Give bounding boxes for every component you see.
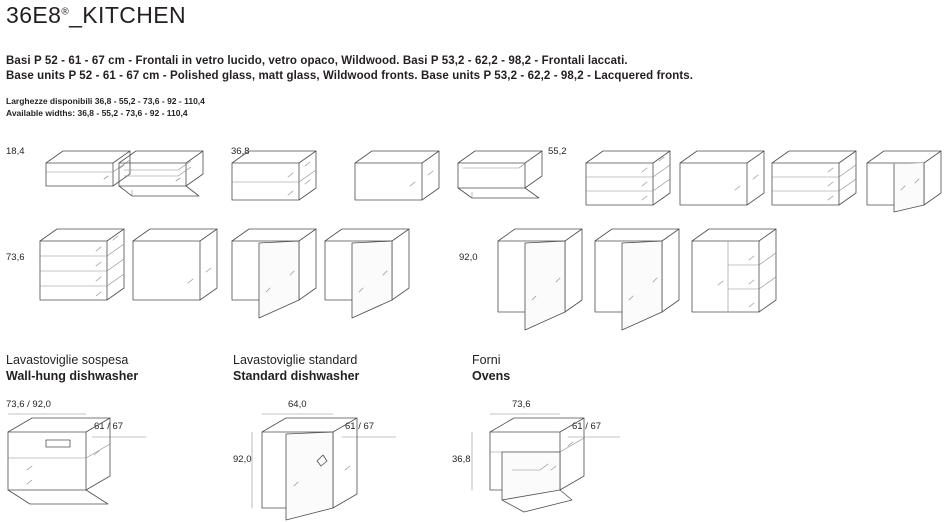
unit-r2-c4 bbox=[325, 229, 409, 318]
caption-wall-hung-en: Wall-hung dishwasher bbox=[6, 369, 139, 383]
dim-row1-left: 18,4 bbox=[6, 146, 25, 157]
dim-row2-right: 92,0 bbox=[459, 252, 478, 263]
caption-ovens-en: Ovens bbox=[472, 369, 511, 383]
dim-standard-height: 92,0 bbox=[233, 454, 252, 465]
description-it: Basi P 52 - 61 - 67 cm - Frontali in vetro lucido, vetro opaco, Wildwood. Basi P 53,2 - 62,2 - 98,2 - Frontali laccati. bbox=[6, 55, 628, 67]
widths-it: Larghezze disponibili 36,8 - 55,2 - 73,6 - 92 - 110,4 bbox=[6, 96, 205, 106]
registered-mark: ® bbox=[61, 6, 70, 18]
unit-r1-c2 bbox=[119, 151, 203, 196]
drawing-wall-hung-dishwasher bbox=[8, 414, 146, 504]
unit-r2-c1 bbox=[40, 229, 124, 300]
dim-standard-top: 64,0 bbox=[288, 399, 307, 410]
caption-ovens-it: Forni bbox=[472, 353, 501, 367]
unit-r1-c4 bbox=[355, 151, 439, 200]
page-title-suffix: _KITCHEN bbox=[69, 2, 187, 28]
dim-standard-side: 61 / 67 bbox=[345, 421, 375, 432]
unit-r1-c1 bbox=[46, 151, 130, 186]
caption-standard-it: Lavastoviglie standard bbox=[233, 353, 358, 367]
unit-r2-c5 bbox=[498, 229, 582, 330]
description-en: Base units P 52 - 61 - 67 cm - Polished glass, matt glass, Wildwood fronts. Base units P 53,2 - 62,2 - 98,2 - Lacquered fronts. bbox=[6, 70, 694, 82]
dim-ovens-top: 73,6 bbox=[512, 399, 531, 410]
unit-r2-c2 bbox=[133, 229, 217, 300]
unit-r1-c9 bbox=[867, 151, 941, 212]
unit-r1-c6 bbox=[586, 151, 670, 205]
dim-wallhung-side: 61 / 67 bbox=[94, 421, 124, 432]
caption-standard-en: Standard dishwasher bbox=[233, 369, 360, 383]
widths-en: Available widths: 36,8 - 55,2 - 73,6 - 92 - 110,4 bbox=[6, 107, 188, 118]
dim-ovens-side: 61 / 67 bbox=[572, 421, 602, 432]
unit-r1-c8 bbox=[772, 151, 856, 205]
dim-row1-mid: 36,8 bbox=[231, 146, 250, 157]
dim-row2-left: 73,6 bbox=[6, 252, 25, 263]
dim-wallhung-top: 73,6 / 92,0 bbox=[6, 399, 51, 410]
unit-r2-c6 bbox=[595, 229, 679, 330]
unit-r1-c5 bbox=[458, 151, 542, 198]
unit-r1-c7 bbox=[680, 151, 764, 205]
unit-r1-c3 bbox=[232, 151, 316, 200]
caption-wall-hung-it: Lavastoviglie sospesa bbox=[6, 353, 129, 367]
page-title-main: 36E8 bbox=[6, 2, 62, 28]
unit-r2-c7 bbox=[692, 229, 776, 312]
dim-row1-right: 55,2 bbox=[548, 146, 567, 157]
dim-ovens-height: 36,8 bbox=[452, 454, 471, 465]
drawing-standard-dishwasher bbox=[252, 414, 396, 520]
drawing-ovens bbox=[472, 414, 620, 512]
unit-r2-c3 bbox=[232, 229, 316, 318]
